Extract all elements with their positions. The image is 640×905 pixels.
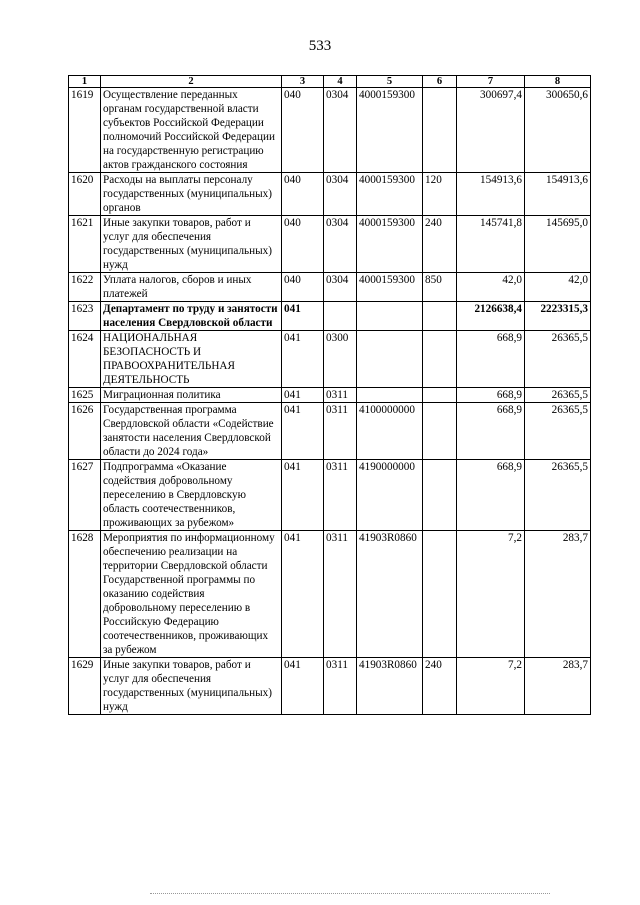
amount-year-2: 300650,6 [525, 88, 591, 173]
table-row [69, 403, 591, 460]
amount-year-2: 42,0 [525, 273, 591, 302]
admin-code: 040 [282, 216, 324, 273]
col-header-3: 3 [282, 76, 324, 88]
table-row [69, 173, 591, 216]
page-number: 533 [308, 38, 332, 54]
target-article-code: 41903R0860 [357, 658, 423, 715]
admin-code: 040 [282, 88, 324, 173]
row-name: Расходы на выплаты персоналу государственных (муниципальных) органов [101, 173, 282, 216]
amount-year-1: 145741,8 [457, 216, 525, 273]
section-code: 0311 [324, 658, 357, 715]
header-row [69, 76, 591, 88]
row-name: Осуществление переданных органам государственной власти субъектов Российской Федерации полномочий Российской Федерации на государственную регистрацию актов гражданского состояния [101, 88, 282, 173]
scan-edge [150, 893, 550, 898]
amount-year-1: 2126638,4 [457, 302, 525, 331]
col-header-6: 6 [423, 76, 457, 88]
row-number: 1624 [69, 331, 101, 388]
row-name: Миграционная политика [101, 388, 282, 403]
col-header-1: 1 [69, 76, 101, 88]
section-code: 0311 [324, 531, 357, 658]
col-header-7: 7 [457, 76, 525, 88]
admin-code: 040 [282, 273, 324, 302]
row-name: Департамент по труду и занятости населения Свердловской области [101, 302, 282, 331]
expense-type-code [423, 460, 457, 531]
expense-type-code [423, 403, 457, 460]
admin-code: 041 [282, 658, 324, 715]
table-row [69, 273, 591, 302]
section-code: 0304 [324, 273, 357, 302]
amount-year-2: 154913,6 [525, 173, 591, 216]
row-number: 1620 [69, 173, 101, 216]
expense-type-code: 120 [423, 173, 457, 216]
section-code: 0304 [324, 216, 357, 273]
target-article-code [357, 331, 423, 388]
amount-year-2: 283,7 [525, 658, 591, 715]
row-name: НАЦИОНАЛЬНАЯ БЕЗОПАСНОСТЬ И ПРАВООХРАНИТЕЛЬНАЯ ДЕЯТЕЛЬНОСТЬ [101, 331, 282, 388]
row-number: 1623 [69, 302, 101, 331]
table-row [69, 216, 591, 273]
col-header-2: 2 [101, 76, 282, 88]
budget-table [68, 75, 591, 715]
table-row [69, 88, 591, 173]
row-number: 1625 [69, 388, 101, 403]
admin-code: 041 [282, 302, 324, 331]
target-article-code [357, 302, 423, 331]
row-number: 1626 [69, 403, 101, 460]
table-row [69, 388, 591, 403]
section-code: 0311 [324, 388, 357, 403]
amount-year-1: 300697,4 [457, 88, 525, 173]
amount-year-2: 283,7 [525, 531, 591, 658]
section-code: 0304 [324, 88, 357, 173]
admin-code: 041 [282, 331, 324, 388]
expense-type-code [423, 88, 457, 173]
amount-year-1: 668,9 [457, 388, 525, 403]
expense-type-code: 240 [423, 658, 457, 715]
admin-code: 041 [282, 388, 324, 403]
amount-year-1: 668,9 [457, 331, 525, 388]
amount-year-1: 668,9 [457, 403, 525, 460]
row-name: Государственная программа Свердловской области «Содействие занятости населения Свердловской области до 2024 года» [101, 403, 282, 460]
admin-code: 041 [282, 460, 324, 531]
row-number: 1621 [69, 216, 101, 273]
row-name: Подпрограмма «Оказание содействия добровольному переселению в Свердловскую область соотечественников, проживающих за рубежом» [101, 460, 282, 531]
col-header-4: 4 [324, 76, 357, 88]
admin-code: 041 [282, 531, 324, 658]
expense-type-code: 240 [423, 216, 457, 273]
amount-year-1: 668,9 [457, 460, 525, 531]
table-row [69, 658, 591, 715]
target-article-code: 4100000000 [357, 403, 423, 460]
section-code: 0311 [324, 403, 357, 460]
section-code: 0311 [324, 460, 357, 531]
amount-year-2: 26365,5 [525, 331, 591, 388]
col-header-8: 8 [525, 76, 591, 88]
row-name: Уплата налогов, сборов и иных платежей [101, 273, 282, 302]
table-row [69, 331, 591, 388]
expense-type-code [423, 388, 457, 403]
target-article-code: 4000159300 [357, 173, 423, 216]
row-number: 1627 [69, 460, 101, 531]
admin-code: 041 [282, 403, 324, 460]
amount-year-2: 26365,5 [525, 388, 591, 403]
section-code: 0304 [324, 173, 357, 216]
target-article-code: 41903R0860 [357, 531, 423, 658]
amount-year-1: 7,2 [457, 531, 525, 658]
amount-year-1: 42,0 [457, 273, 525, 302]
row-number: 1622 [69, 273, 101, 302]
row-name: Мероприятия по информационному обеспечению реализации на территории Свердловской области Государственной программы по оказанию содействия добровольному переселению в Российскую Федерацию соотечественников, проживающих за рубежом [101, 531, 282, 658]
amount-year-1: 154913,6 [457, 173, 525, 216]
row-number: 1628 [69, 531, 101, 658]
section-code: 0300 [324, 331, 357, 388]
section-code [324, 302, 357, 331]
expense-type-code [423, 331, 457, 388]
expense-type-code [423, 302, 457, 331]
target-article-code: 4190000000 [357, 460, 423, 531]
table-row [69, 302, 591, 331]
amount-year-2: 145695,0 [525, 216, 591, 273]
amount-year-2: 2223315,3 [525, 302, 591, 331]
col-header-5: 5 [357, 76, 423, 88]
target-article-code: 4000159300 [357, 88, 423, 173]
admin-code: 040 [282, 173, 324, 216]
row-name: Иные закупки товаров, работ и услуг для обеспечения государственных (муниципальных) нужд [101, 658, 282, 715]
row-name: Иные закупки товаров, работ и услуг для обеспечения государственных (муниципальных) нужд [101, 216, 282, 273]
table-row [69, 531, 591, 658]
target-article-code [357, 388, 423, 403]
expense-type-code: 850 [423, 273, 457, 302]
amount-year-2: 26365,5 [525, 460, 591, 531]
target-article-code: 4000159300 [357, 216, 423, 273]
amount-year-2: 26365,5 [525, 403, 591, 460]
amount-year-1: 7,2 [457, 658, 525, 715]
row-number: 1629 [69, 658, 101, 715]
table-row [69, 460, 591, 531]
row-number: 1619 [69, 88, 101, 173]
target-article-code: 4000159300 [357, 273, 423, 302]
expense-type-code [423, 531, 457, 658]
